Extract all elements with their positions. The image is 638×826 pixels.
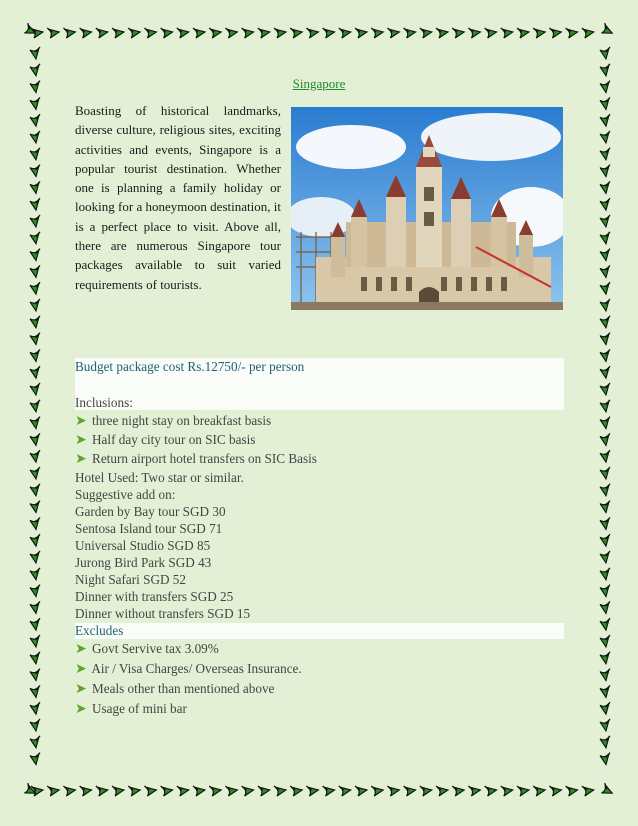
exclude-item: ➤ Air / Visa Charges/ Overseas Insurance. [75,661,302,677]
inclusions-label: Inclusions: [75,395,133,410]
bullet-arrow-icon: ➤ [75,642,87,657]
bullet-arrow-icon: ➤ [75,682,87,697]
addon-item: Sentosa Island tour SGD 71 [75,521,223,536]
bullet-arrow-icon: ➤ [75,414,87,429]
addon-item: Night Safari SGD 52 [75,572,186,587]
bullet-arrow-icon: ➤ [75,452,87,467]
addon-item: Dinner with transfers SGD 25 [75,589,234,604]
package-cost: Budget package cost Rs.12750/- per person [75,359,305,374]
excludes-label: Excludes [75,623,124,638]
exclude-item: ➤ Govt Servive tax 3.09% [75,641,219,657]
addon-item: Universal Studio SGD 85 [75,538,211,553]
inclusion-item: ➤ three night stay on breakfast basis [75,413,272,429]
inclusion-item: ➤ Half day city tour on SIC basis [75,432,256,448]
exclude-item: ➤ Meals other than mentioned above [75,681,275,697]
bullet-arrow-icon: ➤ [75,433,87,448]
inclusion-item: ➤ Return airport hotel transfers on SIC Basis [75,451,317,467]
castle-photo [291,107,563,310]
addon-item: Dinner without transfers SGD 15 [75,606,251,621]
addon-item: Jurong Bird Park SGD 43 [75,555,212,570]
bullet-arrow-icon: ➤ [75,662,87,677]
hotel-info: Hotel Used: Two star or similar. [75,470,244,485]
addon-label: Suggestive add on: [75,487,176,502]
intro-paragraph: Boasting of historical landmarks, diverse culture, religious sites, exciting activities and events, Singapore is a popular tourist destination. Whether one is planning a family holiday or looking for a honeymoon destination, it is a perfect place to visit. Above all, there are numerous Singapore tour packages available to suit varied requirements of tourists. [75,103,281,292]
bullet-arrow-icon: ➤ [75,702,87,717]
page-title: Singapore [292,76,346,91]
addon-item: Garden by Bay tour SGD 30 [75,504,226,519]
exclude-item: ➤ Usage of mini bar [75,701,187,717]
